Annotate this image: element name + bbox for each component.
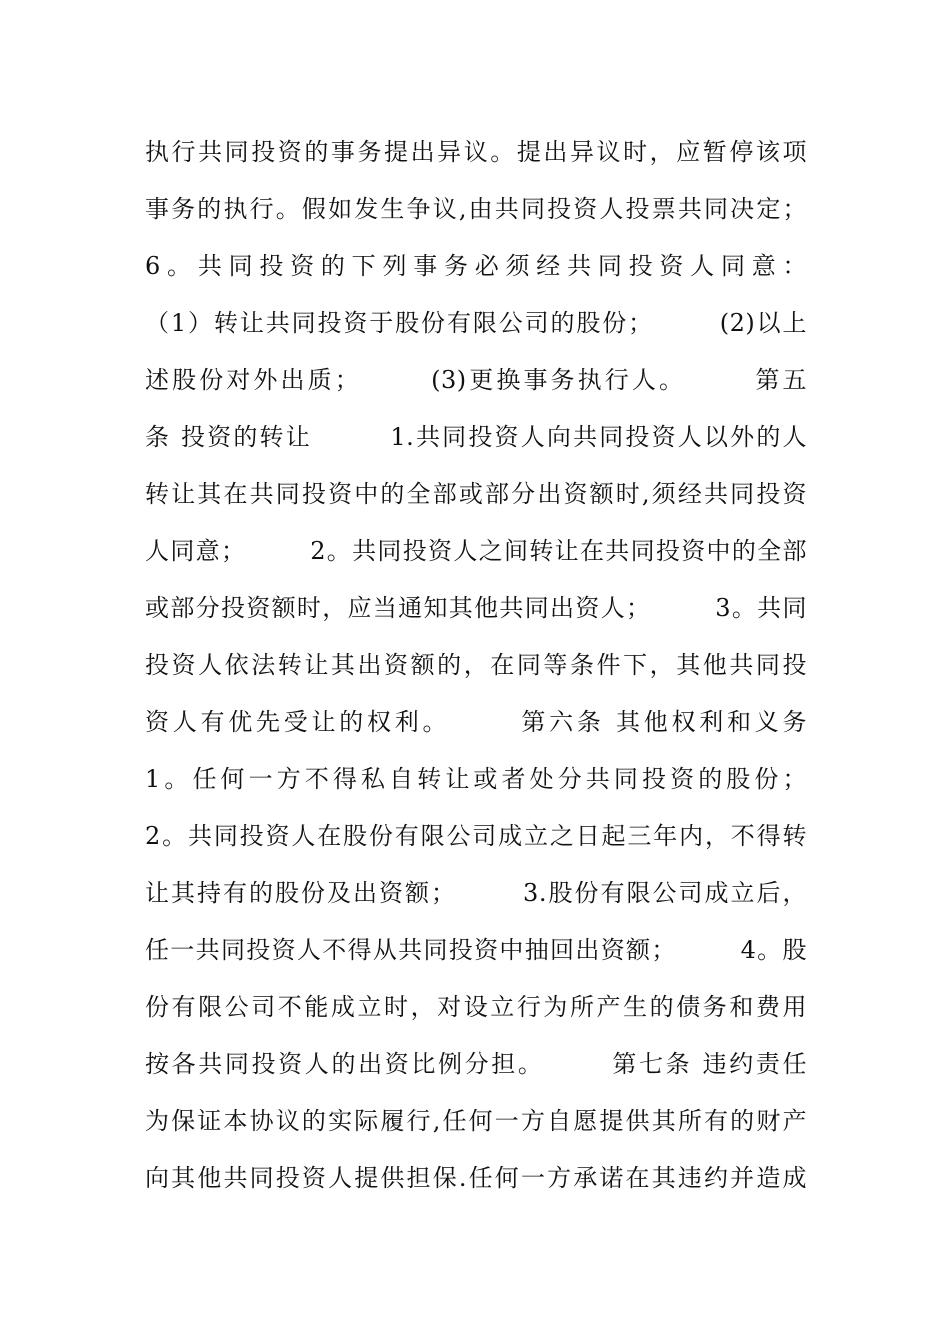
- text-line: 执行共同投资的事务提出异议。提出异议时，应暂停该项: [145, 138, 807, 166]
- text-line: 投资人依法转让其出资额的，在同等条件下，其他共同投: [145, 651, 807, 679]
- text-line: 述股份对外出质； (3)更换事务执行人。 第五: [145, 366, 807, 394]
- text-line: 条 投资的转让 1.共同投资人向共同投资人以外的人: [145, 423, 807, 451]
- text-line: 6。共同投资的下列事务必须经共同投资人同意：: [145, 252, 807, 280]
- text-line: 让其持有的股份及出资额； 3.股份有限公司成立后，: [145, 879, 807, 907]
- text-line: 份有限公司不能成立时，对设立行为所产生的债务和费用: [145, 993, 807, 1021]
- text-line: 事务的执行。假如发生争议,由共同投资人投票共同决定；: [145, 195, 807, 223]
- text-line: 为保证本协议的实际履行,任何一方自愿提供其所有的财产: [145, 1107, 807, 1135]
- text-line: 任一共同投资人不得从共同投资中抽回出资额； 4。股: [145, 936, 807, 964]
- text-line: 或部分投资额时，应当通知其他共同出资人； 3。共同: [145, 594, 807, 622]
- text-line: 资人有优先受让的权利。 第六条 其他权利和义务: [145, 708, 807, 736]
- text-line: 转让其在共同投资中的全部或部分出资额时,须经共同投资: [145, 480, 807, 508]
- text-line: 按各共同投资人的出资比例分担。 第七条 违约责任: [145, 1050, 807, 1078]
- text-line: 向其他共同投资人提供担保.任何一方承诺在其违约并造成: [145, 1164, 807, 1192]
- text-line: 2。共同投资人在股份有限公司成立之日起三年内，不得转: [145, 822, 807, 850]
- text-line: 1。任何一方不得私自转让或者处分共同投资的股份；: [145, 765, 807, 793]
- text-line: 人同意； 2。共同投资人之间转让在共同投资中的全部: [145, 537, 807, 565]
- text-line: （1）转让共同投资于股份有限公司的股份； (2)以上: [145, 309, 807, 337]
- body-text: [145, 124, 807, 1207]
